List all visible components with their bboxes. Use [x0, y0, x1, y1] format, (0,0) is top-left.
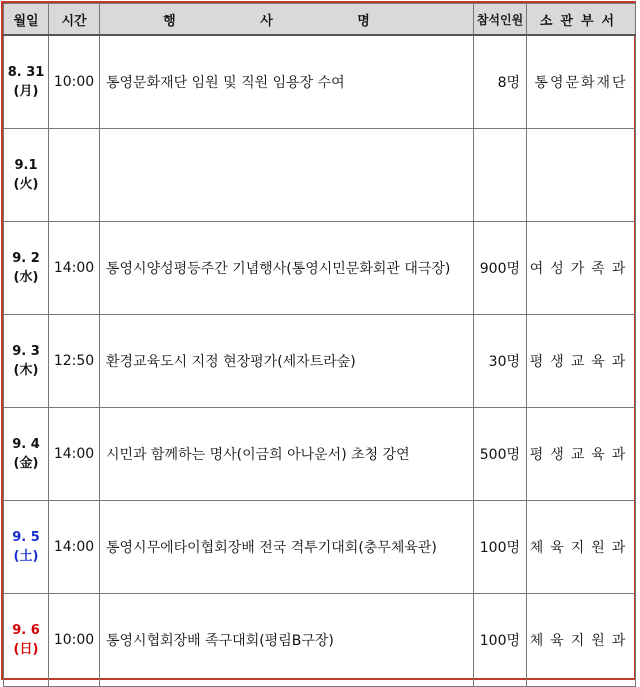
- row-event: 통영문화재단 임원 및 직원 임용장 수여: [100, 35, 474, 129]
- row-dept: 통영문화재단: [527, 35, 636, 129]
- row-date-cell: [4, 501, 49, 594]
- row-date: 9. 6: [12, 623, 40, 638]
- table-row: [4, 315, 636, 408]
- table-row: [4, 408, 636, 501]
- row-event: 통영시협회장배 족구대회(평림B구장): [100, 594, 474, 687]
- schedule-table: [3, 3, 636, 687]
- table-row: [4, 594, 636, 687]
- row-date-cell: [4, 35, 49, 129]
- row-day: (金): [13, 456, 39, 471]
- row-date: 9. 5: [12, 530, 40, 545]
- row-time: 14:00: [49, 408, 100, 501]
- table-header-row: [4, 4, 636, 36]
- row-day: (月): [13, 84, 39, 99]
- row-event: 시민과 함께하는 명사(이금희 아나운서) 초청 강연: [100, 408, 474, 501]
- row-event: 통영시양성평등주간 기념행사(통영시민문화회관 대극장): [100, 222, 474, 315]
- row-day: (火): [13, 177, 39, 192]
- row-attendees: 900명: [474, 222, 527, 315]
- row-dept: 체육지원과: [527, 594, 636, 687]
- table-row: [4, 35, 636, 129]
- row-event: 환경교육도시 지정 현장평가(세자트라숲): [100, 315, 474, 408]
- row-attendees: 500명: [474, 408, 527, 501]
- row-dept: 여성가족과: [527, 222, 636, 315]
- row-date: 9. 2: [12, 251, 40, 266]
- row-date-cell: [4, 129, 49, 222]
- row-time: 14:00: [49, 501, 100, 594]
- row-dept: 평생교육과: [527, 408, 636, 501]
- row-event: 통영시무에타이협회장배 전국 격투기대회(충무체육관): [100, 501, 474, 594]
- table-row: [4, 501, 636, 594]
- row-date: 9.1: [14, 158, 38, 173]
- row-dept: [527, 129, 636, 222]
- table-row: [4, 222, 636, 315]
- row-date-cell: [4, 408, 49, 501]
- row-time: 10:00: [49, 35, 100, 129]
- row-day: (水): [13, 270, 39, 285]
- header-dept: 소관부서: [527, 4, 636, 36]
- header-date: 월일: [4, 4, 49, 36]
- header-event: 행 사 명: [100, 4, 474, 36]
- row-day: (日): [13, 642, 39, 657]
- row-time: 12:50: [49, 315, 100, 408]
- row-dept: 체육지원과: [527, 501, 636, 594]
- row-date: 9. 3: [12, 344, 40, 359]
- row-attendees: 8명: [474, 35, 527, 129]
- row-attendees: 100명: [474, 594, 527, 687]
- row-time: [49, 129, 100, 222]
- row-date-cell: [4, 594, 49, 687]
- row-attendees: 30명: [474, 315, 527, 408]
- row-attendees: 100명: [474, 501, 527, 594]
- row-date-cell: [4, 315, 49, 408]
- row-event: [100, 129, 474, 222]
- row-attendees: [474, 129, 527, 222]
- header-attendees: 참석인원: [474, 4, 527, 36]
- row-dept: 평생교육과: [527, 315, 636, 408]
- row-time: 10:00: [49, 594, 100, 687]
- row-day: (土): [13, 549, 39, 564]
- row-date-cell: [4, 222, 49, 315]
- row-date: 8. 31: [7, 65, 45, 80]
- table-row: [4, 129, 636, 222]
- header-time: 시간: [49, 4, 100, 36]
- row-time: 14:00: [49, 222, 100, 315]
- row-day: (木): [13, 363, 39, 378]
- row-date: 9. 4: [12, 437, 40, 452]
